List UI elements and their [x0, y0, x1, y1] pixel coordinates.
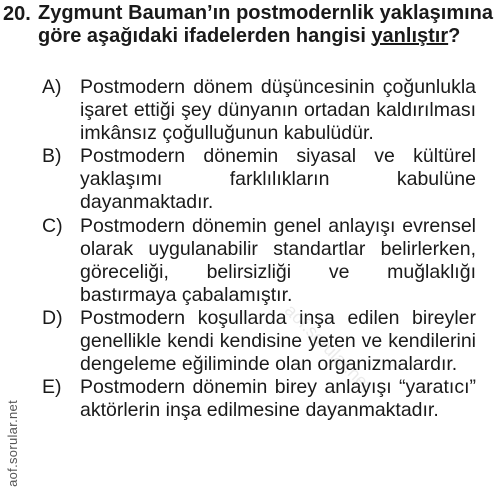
- option-letter: C): [42, 214, 63, 237]
- faint-watermark: aof.sorular.net: [280, 300, 376, 395]
- question-text-main: Zygmunt Bauman’ın postmodernlik yaklaşımına göre aşağıdaki ifadelerden hangisi: [38, 2, 493, 47]
- question-text: [38, 2, 493, 47]
- option-d[interactable]: [42, 307, 476, 376]
- question-underlined-word: yanlıştır: [371, 24, 449, 47]
- option-b[interactable]: [42, 145, 476, 214]
- option-letter: D): [42, 306, 63, 329]
- question-number: 20.: [3, 3, 31, 25]
- answer-options: [42, 76, 476, 422]
- side-watermark: aof.sorular.net: [5, 400, 20, 487]
- option-letter: A): [42, 76, 62, 98]
- option-text: Postmodern dönem düşüncesinin çoğunlukla işaret ettiği şey dünyanın ortadan kaldırılması imkânsız çoğulluğunun kabulüdür.: [80, 76, 476, 145]
- option-text: Postmodern dönemin siyasal ve kültürel yaklaşımı farklılıkların kabulüne dayanmaktadır.: [80, 145, 476, 214]
- question-mark: ?: [448, 24, 461, 47]
- option-e[interactable]: [42, 376, 476, 422]
- option-c[interactable]: [42, 215, 476, 307]
- option-text: Postmodern dönemin genel anlayışı evrensel olarak uygulanabilir standartlar belirlerken, göreceliği, belirsizliği ve muğlaklığı bastırmaya çabalamıştır.: [80, 214, 476, 306]
- option-letter: E): [42, 376, 62, 399]
- option-text: Postmodern dönemin birey anlayışı “yaratıcı” aktörlerin inşa edilmesine dayanmaktadır.: [80, 376, 476, 422]
- option-a[interactable]: [42, 76, 476, 145]
- option-letter: B): [42, 145, 62, 168]
- option-text: Postmodern koşullarda inşa edilen bireyler genellikle kendi kendisine yeten ve kendilerini dengeleme eğiliminde olan organizmalardır.: [80, 306, 476, 376]
